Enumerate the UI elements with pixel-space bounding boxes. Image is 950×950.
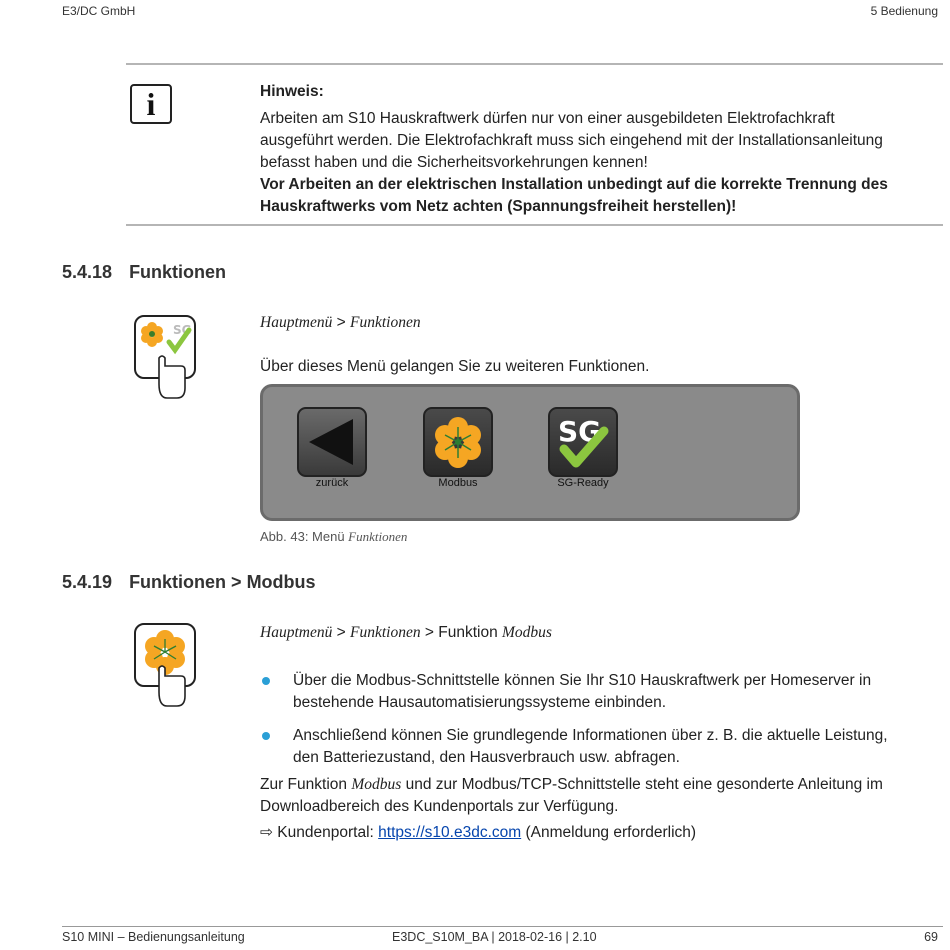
breadcrumb-sep: > (332, 314, 350, 331)
functions-touch-icon (133, 314, 197, 400)
sg-ready-check-icon (550, 409, 616, 475)
bullet-2-line-1: Anschließend können Sie grundlegende Informationen über z. B. die aktuelle Leistung, (293, 727, 888, 744)
back-button-label: zurück (315, 477, 349, 489)
sg-ready-button[interactable] (548, 407, 618, 477)
section-title: Funktionen (129, 262, 227, 282)
breadcrumb-sep: > (332, 624, 350, 641)
header-chapter: 5 Bedienung (870, 4, 938, 18)
section-number: 5.4.19 (62, 572, 113, 592)
bullet-marker (262, 732, 270, 740)
modbus-flower-icon (425, 409, 491, 475)
arrow-right-icon: ⇨ (260, 824, 273, 841)
caption-italic: Funktionen (348, 529, 408, 544)
bullet-1-line-2: bestehende Hausautomatisierungssysteme einbinden. (293, 694, 667, 711)
breadcrumb-modbus (260, 622, 552, 644)
para-text: und zur Modbus/TCP-Schnittstelle steht eine gesonderte Anleitung im (401, 776, 883, 793)
section-intro: Über dieses Menü gelangen Sie zu weiteren Funktionen. (260, 358, 650, 375)
header-company: E3/DC GmbH (62, 4, 136, 18)
info-icon: i (130, 84, 172, 124)
notice-bottom-rule (126, 224, 943, 226)
modbus-button[interactable] (423, 407, 493, 477)
notice-warning-2: Hauskraftwerks vom Netz achten (Spannungsfreiheit herstellen)! (260, 198, 737, 215)
breadcrumb-funktionen-item: Funktionen (350, 624, 421, 641)
notice-title: Hinweis: (260, 83, 324, 100)
footer-rule (62, 926, 943, 927)
notice-line-2: ausgeführt werden. Die Elektrofachkraft muss sich eingehend mit der Installationsanleitung (260, 132, 883, 149)
portal-link[interactable]: https://s10.e3dc.com (378, 824, 522, 841)
notice-line-3: befasst haben und die Sicherheitsvorkehrungen kennen! (260, 154, 648, 171)
back-arrow-icon (299, 409, 365, 475)
section-number: 5.4.18 (62, 262, 113, 282)
svg-text:SG: SG (173, 323, 192, 337)
breadcrumb-main: Hauptmenü (260, 314, 333, 331)
notice-warning-1: Vor Arbeiten an der elektrischen Installation unbedingt auf die korrekte Trennung des (260, 176, 888, 193)
section-heading-modbus (62, 572, 316, 593)
caption-prefix: Abb. 43: Menü (260, 529, 349, 544)
section-heading-funktionen (62, 262, 226, 283)
portal-label: Kundenportal: (273, 824, 379, 841)
modbus-touch-icon (133, 622, 197, 708)
back-button[interactable] (297, 407, 367, 477)
breadcrumb-modbus-item: Modbus (502, 624, 552, 641)
section-title: Funktionen > Modbus (129, 572, 316, 592)
footer-page-number: 69 (924, 930, 938, 944)
sg-ready-button-label: SG-Ready (557, 477, 609, 489)
breadcrumb-main: Hauptmenü (260, 624, 333, 641)
breadcrumb-funktionen (260, 312, 421, 334)
footer-doc-title: S10 MINI – Bedienungsanleitung (62, 930, 245, 944)
notice-top-rule (126, 63, 943, 65)
modbus-paragraph-line-1 (260, 774, 883, 796)
bullet-1-line-1: Über die Modbus-Schnittstelle können Sie Ihr S10 Hauskraftwerk per Homeserver in (293, 672, 872, 689)
svg-text:SG: SG (558, 415, 602, 448)
bullet-marker (262, 677, 270, 685)
functions-menu-panel (260, 384, 800, 521)
para-text: Zur Funktion (260, 776, 352, 793)
portal-line (260, 822, 696, 844)
para-italic: Modbus (351, 776, 402, 793)
breadcrumb-funktionen-item: Funktionen (350, 314, 421, 331)
footer-doc-id: E3DC_S10M_BA | 2018-02-16 | 2.10 (392, 930, 597, 944)
portal-note: (Anmeldung erforderlich) (521, 824, 697, 841)
modbus-button-label: Modbus (438, 477, 478, 489)
bullet-2-line-2: den Batteriezustand, den Hausverbrauch usw. abfragen. (293, 749, 680, 766)
modbus-paragraph-line-2: Downloadbereich des Kundenportals zur Verfügung. (260, 798, 619, 815)
notice-line-1: Arbeiten am S10 Hauskraftwerk dürfen nur von einer ausgebildeten Elektrofachkraft (260, 110, 835, 127)
breadcrumb-sep-function: > Funktion (420, 624, 503, 641)
figure-caption (260, 529, 407, 545)
